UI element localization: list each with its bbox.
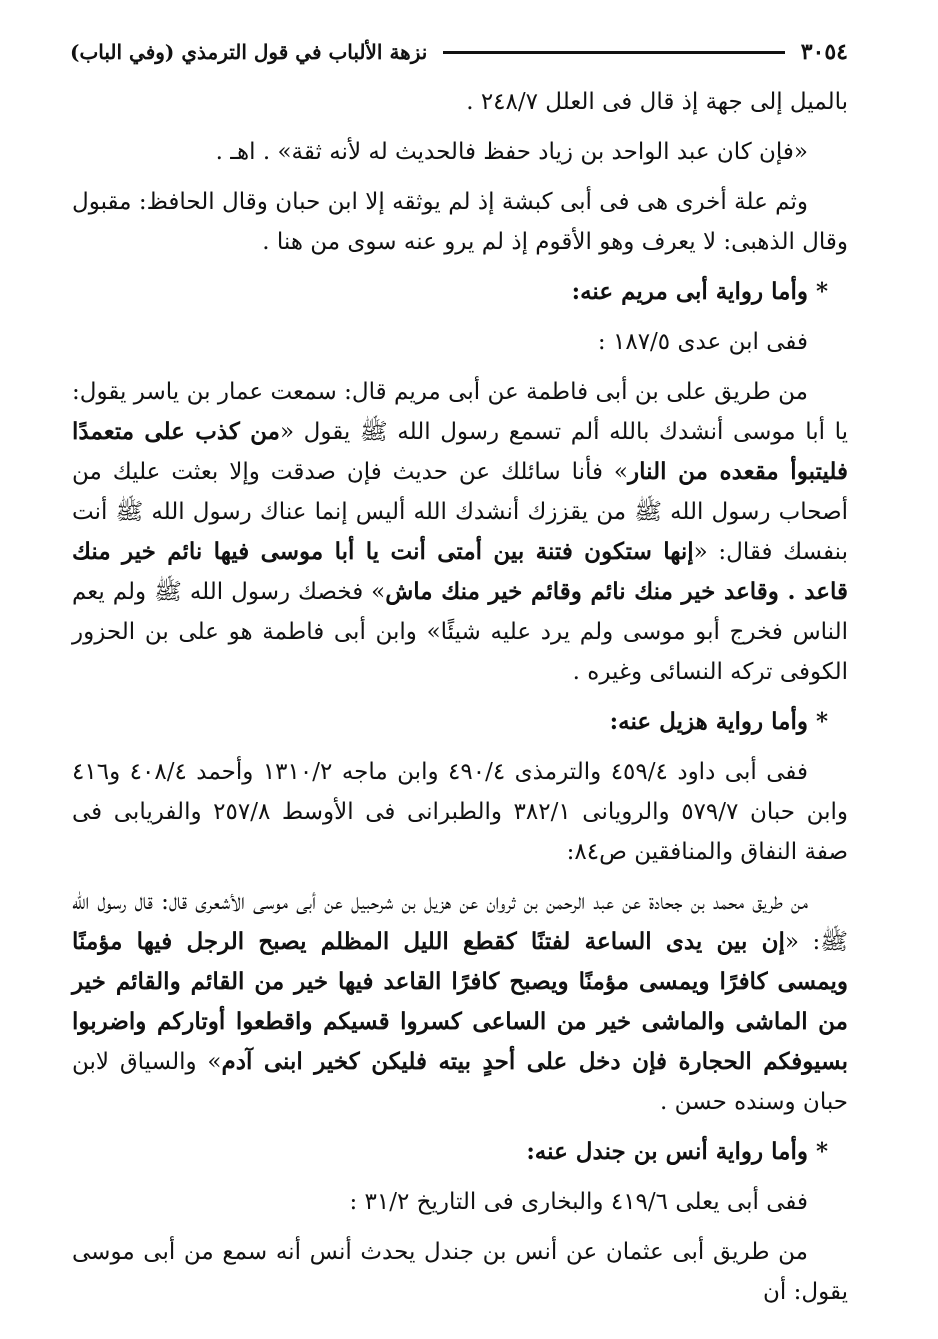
text-segment: «فإن كان عبد الواحد بن زياد حفظ فالحديث له لأنه ثقة» . اهـ . [215,139,808,165]
hadith-text: إنها ستكون فتنة بين أمتى أنت يا أبا موسى فيها نائم خير منك قاعد . وقاعد خير منك نائم وقائم خير منك ماش [72,538,848,605]
paragraph [72,322,848,362]
paragraph [72,1232,848,1312]
paragraph [72,1182,848,1222]
running-title: نزهة الألباب في قول الترمذي (وفي الباب) [70,40,428,64]
section-heading [72,702,848,742]
paragraph [72,752,848,872]
paragraph [72,82,848,122]
section-heading [72,1132,848,1172]
text-segment: » فأنا سائلك عن حديث فإن صدقت وإلا بعثت عليك من أصحاب رسول الله ﷺ من يقززك أنشدك الله أليس إنما عناك رسول الله ﷺ أنت بنفسك فقال: « [72,459,849,565]
hadith-text: إن بين يدى الساعة لفتنًا كقطع الليل المظلم يصبح الرجل فيها مؤمنًا ويمسى كافرًا ويمسى مؤمنًا ويصبح كافرًا القاعد فيها خير من القائم والقائم خير من الماشى والماشى خير من الساعى كسروا قسيكم واقطعوا أوتاركم واضربوا بسيوفكم الحجارة فإن دخل على أحدٍ بيته فليكن كخير ابنى آدم [72,928,848,1075]
heading-text: * وأما رواية أنس بن جندل عنه: [526,1138,828,1165]
paragraph [72,882,848,1122]
text-segment: وثم علة أخرى هى فى أبى كبشة إذ لم يوثقه إلا ابن حبان وقال الحافظ: مقبول وقال الذهبى: لا يعرف وهو الأقوم إذ لم يرو عنه سوى من هنا . [72,189,848,255]
paragraph [72,132,848,172]
header-rule [443,51,784,54]
hadith-text: من كذب على متعمدًا فليتبوأ مقعده من النار [72,418,849,485]
text-segment: من طريق أبى عثمان عن أنس بن جندل يحدث أنس أنه سمع من أبى موسى يقول: أن [72,1239,848,1305]
text-segment: ففى ابن عدى ١٨٧/٥ : [597,329,808,355]
text-segment: بالميل إلى جهة إذ قال فى العلل ٢٤٨/٧ . [466,89,848,115]
section-heading [72,272,848,312]
text-segment: ففى أبى داود ٤٥٩/٤ والترمذى ٤٩٠/٤ وابن ماجه ١٣١٠/٢ وأحمد ٤٠٨/٤ و٤١٦ وابن حبان ٥٧٩/٧ والرويانى ٣٨٢/١ والطبرانى فى الأوسط ٢٥٧/٨ والفريابى فى صفة النفاق والمنافقين ص٨٤: [72,759,849,865]
text-segment: » فخصك رسول الله ﷺ ولم يعم الناس فخرج أبو موسى ولم يرد عليه شيئًا» وابن أبى فاطمة هو على بن الحزور الكوفى تركه النسائى وغيره . [72,579,848,685]
text-segment: من طريق محمد بن جحادة عن عبد الرحمن بن ثروان عن هزيل بن شرحبيل عن أبى موسى الأشعرى قال: قال رسول الله ﷺ: « [72,889,848,955]
page-body [72,82,848,1322]
paragraph [72,372,848,692]
heading-text: * وأما رواية هزيل عنه: [609,708,828,735]
paragraph [72,182,848,262]
text-segment: من طريق على بن أبى فاطمة عن أبى مريم قال: سمعت عمار بن ياسر يقول: يا أبا موسى أنشدك بالله ألم تسمع رسول الله ﷺ يقول « [72,379,849,445]
text-segment: » والسياق لابن حبان وسنده حسن . [72,1049,848,1115]
text-segment: ففى أبى يعلى ٤١٩/٦ والبخارى فى التاريخ ٣١/٢ : [349,1189,808,1215]
page-number: ٣٠٥٤ [800,39,848,65]
page-header [70,30,848,74]
heading-text: * وأما رواية أبى مريم عنه: [571,278,828,305]
